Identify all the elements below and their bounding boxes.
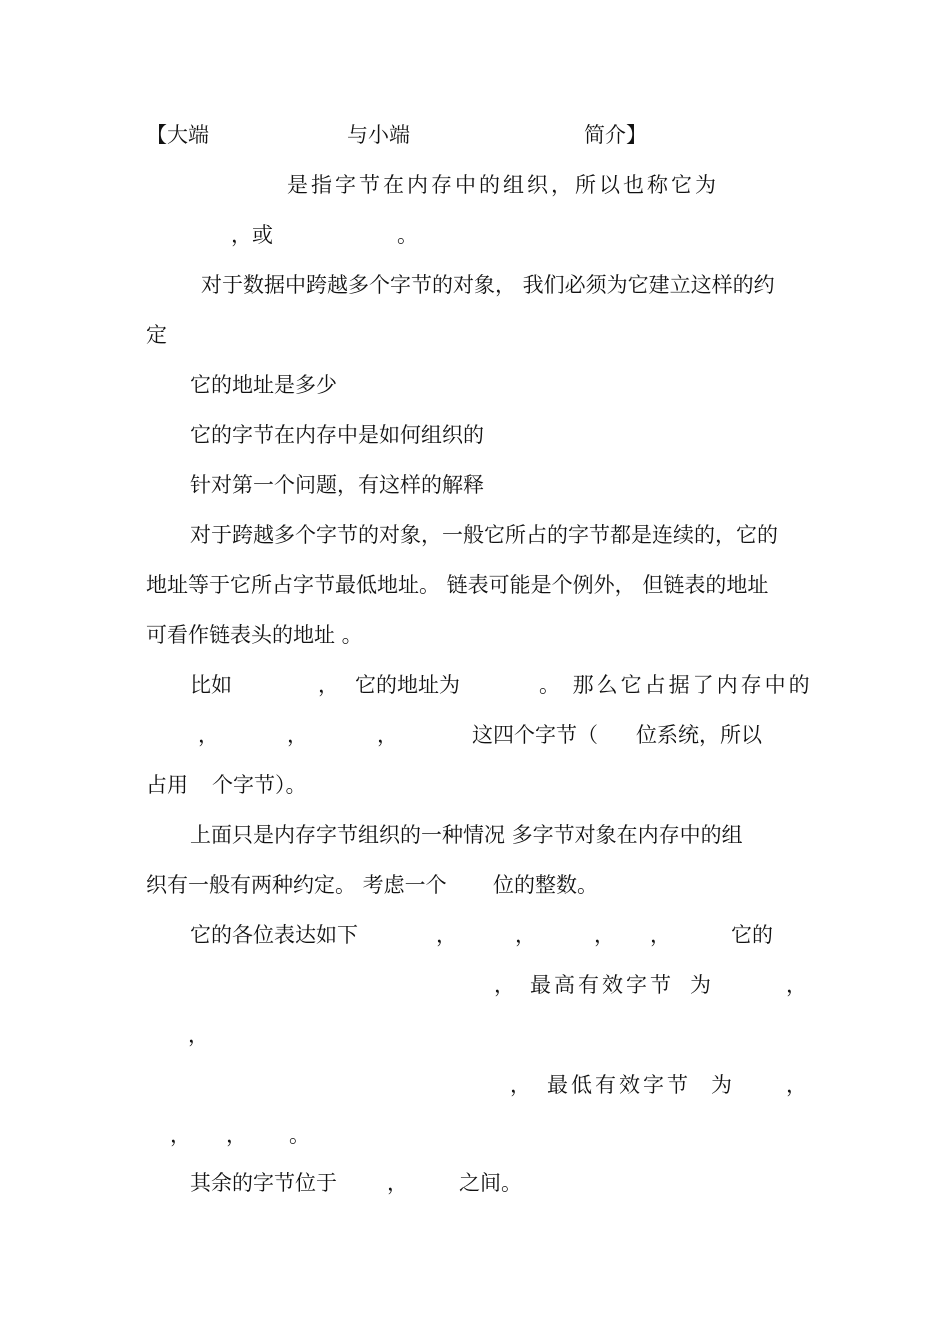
example-1c: 它的地址为 bbox=[355, 673, 460, 697]
para1-line-1: 对于数据中跨越多个字节的对象， 我们必须为它建立这样的约 bbox=[201, 273, 775, 297]
example-3b: 个字节）。 bbox=[212, 773, 307, 797]
para3-line-2a: 织有一般有两种约定。 考虑一个 bbox=[146, 873, 447, 897]
bits-5b: ， bbox=[226, 1123, 247, 1147]
bits-5a: ， bbox=[170, 1123, 191, 1147]
para2-line-2: 地址等于它所占字节最低地址。 链表可能是个例外， 但链表的地址 bbox=[146, 573, 769, 597]
bits-1d: ， bbox=[594, 923, 615, 947]
example-2d: 这四个字节（ bbox=[472, 723, 598, 747]
example-2a: ， bbox=[198, 723, 219, 747]
bits-4a: ， bbox=[510, 1073, 531, 1097]
bits-3: ， bbox=[188, 1023, 209, 1047]
bits-1b: ， bbox=[436, 923, 457, 947]
bits-2b-msb: 最高有效字节 bbox=[530, 973, 674, 997]
example-1b: ， bbox=[318, 673, 339, 697]
title-part-1: 【大端 bbox=[146, 123, 209, 147]
intro-line-2a: ，或 bbox=[231, 223, 273, 247]
example-2b: ， bbox=[287, 723, 308, 747]
para3-line-1: 上面只是内存字节组织的一种情况 多字节对象在内存中的组 bbox=[190, 823, 743, 847]
bits-1c: ， bbox=[515, 923, 536, 947]
intro-line-2b: 。 bbox=[397, 223, 418, 247]
para2-line-1: 对于跨越多个字节的对象，一般它所占的字节都是连续的，它的 bbox=[190, 523, 778, 547]
question-2: 它的字节在内存中是如何组织的 bbox=[190, 423, 484, 447]
example-2c: ， bbox=[377, 723, 398, 747]
rest-b: ， bbox=[387, 1171, 408, 1195]
bits-4b-lsb: 最低有效字节 bbox=[547, 1073, 691, 1097]
bits-1a: 它的各位表达如下 bbox=[190, 923, 358, 947]
question-1: 它的地址是多少 bbox=[190, 373, 337, 397]
para1-line-2: 定 bbox=[146, 323, 167, 347]
example-1a: 比如 bbox=[190, 673, 232, 697]
question-3: 针对第一个问题，有这样的解释 bbox=[190, 473, 484, 497]
example-1d: 。 那么它占据了内存中的 bbox=[539, 673, 813, 697]
intro-line-1: 是指字节在内存中的组织，所以也称它为 bbox=[287, 173, 719, 197]
title-part-3: 简介】 bbox=[584, 123, 647, 147]
bits-4c: 为 bbox=[711, 1073, 732, 1097]
bits-2a: ， bbox=[494, 973, 515, 997]
bits-4d: ， bbox=[786, 1073, 807, 1097]
rest-c: 之间。 bbox=[459, 1171, 522, 1195]
bits-2d: ， bbox=[786, 973, 807, 997]
bits-1e: ， bbox=[650, 923, 671, 947]
bits-1f: 它的 bbox=[731, 923, 773, 947]
rest-a: 其余的字节位于 bbox=[190, 1171, 337, 1195]
example-3a: 占用 bbox=[146, 773, 188, 797]
para2-line-3: 可看作链表头的地址 。 bbox=[146, 623, 363, 647]
para3-line-2b: 位的整数。 bbox=[493, 873, 598, 897]
bits-5c: 。 bbox=[289, 1123, 310, 1147]
bits-2c: 为 bbox=[690, 973, 711, 997]
title-part-2: 与小端 bbox=[347, 123, 410, 147]
example-2e: 位系统，所以 bbox=[636, 723, 762, 747]
